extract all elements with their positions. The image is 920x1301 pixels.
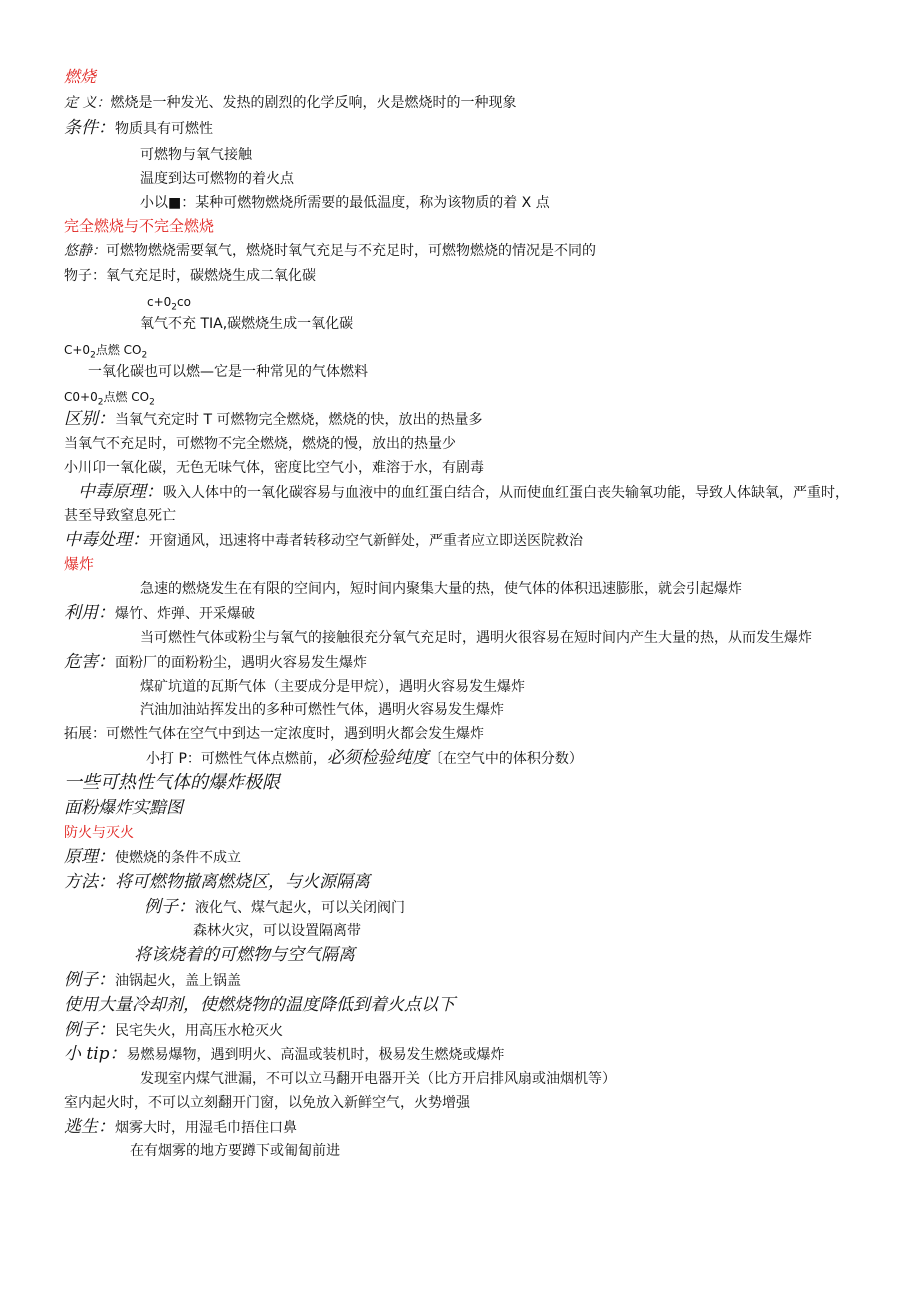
eq1-sub: 2 xyxy=(171,302,178,313)
poisoning-treatment-line xyxy=(64,530,583,551)
method-label: 方法： xyxy=(64,872,115,892)
escape-2: 在有烟雾的地方要蹲下或匍匐前进 xyxy=(130,1143,340,1159)
example-label: 物子： xyxy=(64,268,106,284)
fire-tip-2: 发现室内煤气泄漏，不可以立马翻开电器开关（比方开启排风扇或油烟机等） xyxy=(140,1071,616,1087)
insufficient-oxygen-line: 氧气不充 TIA,碳燃烧生成一氧化碳 xyxy=(140,316,354,332)
eq3-part-a: C0+0 xyxy=(64,390,98,404)
intro-line xyxy=(64,241,596,261)
eq2-sub-2: 2 xyxy=(141,350,148,361)
fire-tip-label: 小 tip： xyxy=(64,1044,127,1064)
hazard-1: 面粉厂的面粉粉尘，遇明火容易发生爆炸 xyxy=(115,655,367,671)
treatment-label: 中毒处理： xyxy=(64,530,149,550)
tip-text-b: 必须检验纯度 xyxy=(326,748,429,768)
eq2-part-a: C+0 xyxy=(64,343,91,357)
example-3-text: 民宅失火，用高压水枪灭火 xyxy=(115,1023,283,1039)
use-text: 爆竹、炸弹、开采爆破 xyxy=(115,606,255,622)
ignition-note-text: 某种可燃物燃烧所需要的最低温度，称为该物质的着 X 点 xyxy=(195,195,550,211)
explosion-use-line xyxy=(64,603,255,624)
example-line xyxy=(64,266,316,286)
extension-label: 拓展： xyxy=(64,726,106,742)
example-3-label: 例子： xyxy=(64,1020,115,1040)
tip-1-line xyxy=(64,1044,505,1065)
eq2-sub-1: 2 xyxy=(90,350,96,361)
eq2-part-b: 点燃 CO xyxy=(95,343,142,357)
poisoning-principle-paragraph xyxy=(64,481,854,528)
explosion-limits-heading: 一些可热性气体的爆炸极限 xyxy=(64,772,280,793)
hazard-label: 危害： xyxy=(64,652,115,672)
principle-text: 使燃烧的条件不成立 xyxy=(115,850,241,866)
example-2-text: 油锅起火，盖上锅盖 xyxy=(115,973,241,989)
method-line xyxy=(64,871,370,893)
co-properties-line: 小川卬一氧化碳，无色无味气体，密度比空气小，难溶于水，有剧毒 xyxy=(64,460,484,476)
example-1-text-2: 森林火灾，可以设置隔离带 xyxy=(193,923,361,939)
conditions-label: 条件： xyxy=(64,118,115,138)
example-2-line xyxy=(64,970,241,991)
ignition-note-label: 小以■： xyxy=(140,195,196,211)
example-2-label: 例子： xyxy=(64,970,115,990)
example-1-text: 液化气、煤气起火，可以关闭阀门 xyxy=(195,900,405,916)
principle-label: 原理： xyxy=(64,847,115,867)
poisoning-label: 中毒原理： xyxy=(78,482,163,502)
extension-text: 可燃性气体在空气中到达一定浓度时，遇到明火都会发生爆炸 xyxy=(106,726,484,742)
condition-2: 可燃物与氧气接触 xyxy=(140,147,252,163)
tip-label: 小打 P： xyxy=(146,751,201,767)
co-fuel-line: 一氧化碳也可以燃—它是一种常见的气体燃料 xyxy=(88,364,368,380)
section-title-combustion: 燃烧 xyxy=(64,67,97,86)
method-3: 使用大量冷却剂，使燃烧物的温度降低到着火点以下 xyxy=(64,995,455,1015)
example-3-line xyxy=(64,1020,283,1041)
eq3-sub-1: 2 xyxy=(97,397,104,408)
eq1-part-a: c+0 xyxy=(147,295,172,309)
difference-label: 区别： xyxy=(64,409,115,429)
definition-line xyxy=(64,93,516,113)
flour-explosion-heading: 面粉爆炸实黯图 xyxy=(64,798,183,818)
hazard-2: 煤矿坑道的瓦斯气体（主要成分是甲烷），遇明火容易发生爆炸 xyxy=(140,679,525,695)
method-1: 将可燃物撤离燃烧区，与火源隔离 xyxy=(115,872,370,892)
example-1-label: 例子： xyxy=(144,897,195,917)
section-title-complete-incomplete: 完全燃烧与不完全燃烧 xyxy=(64,217,215,235)
example-text: 氧气充足时，碳燃烧生成二氧化碳 xyxy=(106,268,316,284)
escape-line xyxy=(64,1117,297,1138)
definition-text: 燃烧是一种发光、发热的剧烈的化学反响，火是燃烧时的一种现象 xyxy=(110,95,517,111)
principle-line xyxy=(64,847,241,868)
method-2: 将该烧着的可燃物与空气隔离 xyxy=(134,945,355,965)
intro-label: 悠静： xyxy=(64,243,106,259)
escape-label: 逃生： xyxy=(64,1117,115,1137)
extension-line xyxy=(64,724,484,744)
definition-label: 定 义： xyxy=(64,95,111,111)
condition-1: 物质具有可燃性 xyxy=(115,121,213,137)
example-1-line xyxy=(144,897,405,918)
conditions-line xyxy=(64,118,213,139)
poisoning-text: 吸入人体中的一氧化碳容易与血液中的血红蛋白结合，从而使血红蛋白丧失输氧功能，导致人体缺氧，严重时，甚至导致窒息死亡 xyxy=(64,485,849,524)
fire-tip-1: 易燃易爆物，遇到明火、高温或装机时，极易发生燃烧或爆炸 xyxy=(126,1047,505,1063)
tip-text-c: 〔在空气中的体积分数） xyxy=(428,751,583,767)
difference-line-2: 当氧气不充足时，可燃物不完全燃烧，燃烧的慢，放出的热量少 xyxy=(64,436,456,452)
treatment-text: 开窗通风，迅速将中毒者转移动空气新鲜处，严重者应立即送医院救治 xyxy=(149,533,583,549)
section-title-explosion: 爆炸 xyxy=(64,555,95,573)
section-title-fire-prevention: 防火与灭火 xyxy=(64,825,134,841)
eq3-part-b: 点燃 CO xyxy=(103,390,150,404)
use-label: 利用： xyxy=(64,603,115,623)
hazard-3: 汽油加油站挥发出的多种可燃性气体，遇明火容易发生爆炸 xyxy=(140,702,504,718)
escape-1: 烟雾大时，用湿毛巾捂住口鼻 xyxy=(115,1120,297,1136)
ignition-note-line xyxy=(140,193,550,213)
condition-3: 温度到达可燃物的着火点 xyxy=(140,171,294,187)
explosion-definition: 急速的燃烧发生在有限的空间内，短时间内聚集大量的热，使气体的体积迅速膨胀，就会引起爆炸 xyxy=(140,581,742,597)
tip-text-a: 可燃性气体点燃前， xyxy=(200,751,327,767)
explosion-condition: 当可燃性气体或粉尘与氧气的接触很充分氧气充足时，遇明火很容易在短时间内产生大量的热，从而发生爆炸 xyxy=(140,630,812,646)
hazard-line xyxy=(64,652,367,673)
intro-text: 可燃物燃烧需要氧气，燃烧时氧气充足与不充足时，可燃物燃烧的情况是不同的 xyxy=(106,243,596,259)
difference-text: 当氧气充定时 T 可燃物完全燃烧，燃烧的快，放出的热量多 xyxy=(115,412,483,428)
eq3-sub-2: 2 xyxy=(149,397,155,408)
eq1-part-b: co xyxy=(177,295,191,309)
tip-line xyxy=(146,748,583,769)
difference-line xyxy=(64,409,482,430)
fire-tip-3: 室内起火时，不可以立刻翻开门窗，以免放入新鲜空气，火势增强 xyxy=(64,1095,470,1111)
